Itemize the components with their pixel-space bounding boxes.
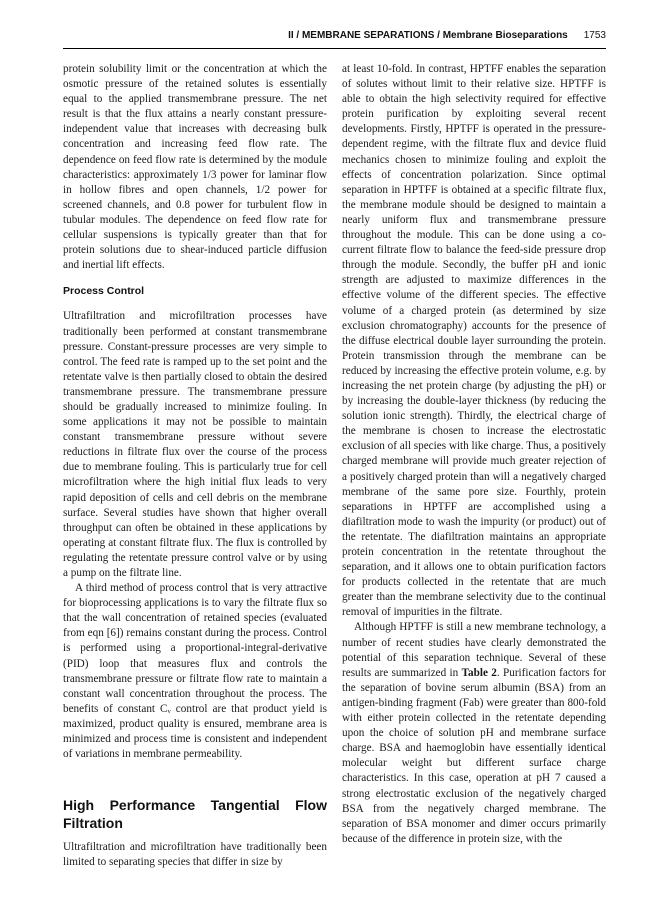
right-column: [342, 62, 606, 847]
paragraph-flux-dependence: protein solubility limit or the concentration at which the osmotic pressure of the retained solutes is essentially equal to the applied transmembrane pressure. The net result is that the flux attains a nearly constant pressure-independent value that increases with decreasing bulk concentration and increasing feed flow rate. The dependence on feed flow rate is determined by the module characteristics: approximately 1/3 power for laminar flow in hollow fibres and open channels, 1/2 power for screened channels, and 0.8 power for turbulent flow in tubular modules. The dependence on feed flow rate for cellular suspensions is typically greater than that for protein solutions due to shear-induced particle diffusion and inertial lift effects.: [63, 63, 327, 272]
table-reference: Table 2: [461, 666, 497, 679]
left-column: [63, 62, 327, 870]
paragraph-hptff-results: [342, 620, 606, 846]
page-number: 1753: [583, 30, 606, 41]
paragraph-hptff-developments: at least 10-fold. In contrast, HPTFF enables the separation of solutes without limit to their relative size. HPTFF is able to obtain the high selectivity required for effective protein purification by exploiting several recent developments. Firstly, HPTFF is operated in the pressure-dependent regime, with the filtrate flux and device fluid mechanics chosen to minimize fouling and exploit the effects of concentration polarization. Since optimal separation in HPTFF is obtained at a specific filtrate flux, the membrane module should be designed to maintain a nearly uniform flux and transmembrane pressure throughout the module. This can be done using a co-current filtrate flow to balance the feed-side pressure drop through the module. Secondly, the buffer pH and ionic strength are adjusted to maximize differences in the effective volume of the different species. The effective volume of a charged protein (as determined by size exclusion chromatography) accounts for the presence of the diffuse electrical double layer surrounding the protein. Protein transmission through the membrane can be reduced by increasing the effective protein volume, e.g. by increasing the net protein charge (by adjusting the pH) or by increasing the double-layer thickness (by reducing the solution ionic strength). Thirdly, the electrical charge of the membrane is chosen to increase the electrostatic exclusion of all species with like charge. Thus, a positively charged membrane will provide much greater rejection of a positively charged protein than will a negatively charged membrane of the same pore size. Fourthly, protein separations in HPTFF are accomplished using a diafiltration mode to wash the impurity (or product) out of the retentate. The diafiltration maintains an appropriate protein concentration in the retentate throughout the separation, and it allows one to obtain purification factors for products collected in the retentate that are much greater than the membrane selectivity due to the continual removal of impurities in the filtrate.: [342, 63, 606, 619]
results-text-before-ref: Although HPTFF is still a new membrane technology, a number of recent studies have clearly demonstrated the potential of this separation technique. Several of these results are summarized in: [342, 621, 606, 679]
paragraph-hptff-intro: Ultrafiltration and microfiltration have traditionally been limited to separating species that differ in size by: [63, 841, 327, 869]
running-title: II / MEMBRANE SEPARATIONS / Membrane Bioseparations: [288, 30, 568, 41]
results-text-after-ref: . Purification factors for the separation of bovine serum albumin (BSA) from an antigen-binding fragment (Fab) were greater than 800-fold with either protein collected in the retentate depending upon the choice of solution pH and membrane surface charge. BSA and haemoglobin have essentially identical molecular weight but different surface charge characteristics. In this case, operation at pH 7 caused a strong electrostatic exclusion of the negatively charged BSA from the negatively charged membrane. The separation of BSA monomer and dimer occurs primarily because of the difference in protein size, with the: [342, 666, 606, 845]
paragraph-process-control: Ultrafiltration and microfiltration processes have traditionally been performed at constant transmembrane pressure. Constant-pressure processes are very simple to control. The feed rate is ramped up to the set point and the retentate valve is then partially closed to obtain the desired transmembrane pressure. The transmembrane pressure should be gradually increased to minimize fouling. In some applications it may not be possible to maintain constant transmembrane pressure without severe reductions in filtrate flux over the course of the process due to membrane fouling. This is particularly true for cell microfiltration where the high initial flux leads to very rapid deposition of cells and cell debris on the membrane surface. Several studies have shown that higher overall throughput can often be obtained in these applications by operating at constant filtrate flux. The flux is controlled by regulating the retentate pressure control valve or by using a pump on the filtrate line.: [63, 310, 327, 579]
section-heading-hptff: High Performance Tangential Flow Filtration: [63, 797, 327, 832]
paragraph-third-method: A third method of process control that is very attractive for bioprocessing applications is to vary the filtrate flux so that the wall concentration of retained species (evaluated from eqn [6]) remains constant during the process. Control is performed using a proportional-integral-derivative (PID) loop that measures flux and controls the transmembrane pressure or filtrate flow rate to maintain a constant wall concentration throughout the process. The benefits of constant Cᵥ control are that product yield is maximized, product quality is ensured, membrane area is minimized and process time is consistent and independent of variations in membrane permeability.: [63, 582, 327, 761]
header-rule: [63, 48, 606, 49]
subheading-process-control: Process Control: [63, 285, 145, 298]
running-header: [63, 30, 606, 44]
